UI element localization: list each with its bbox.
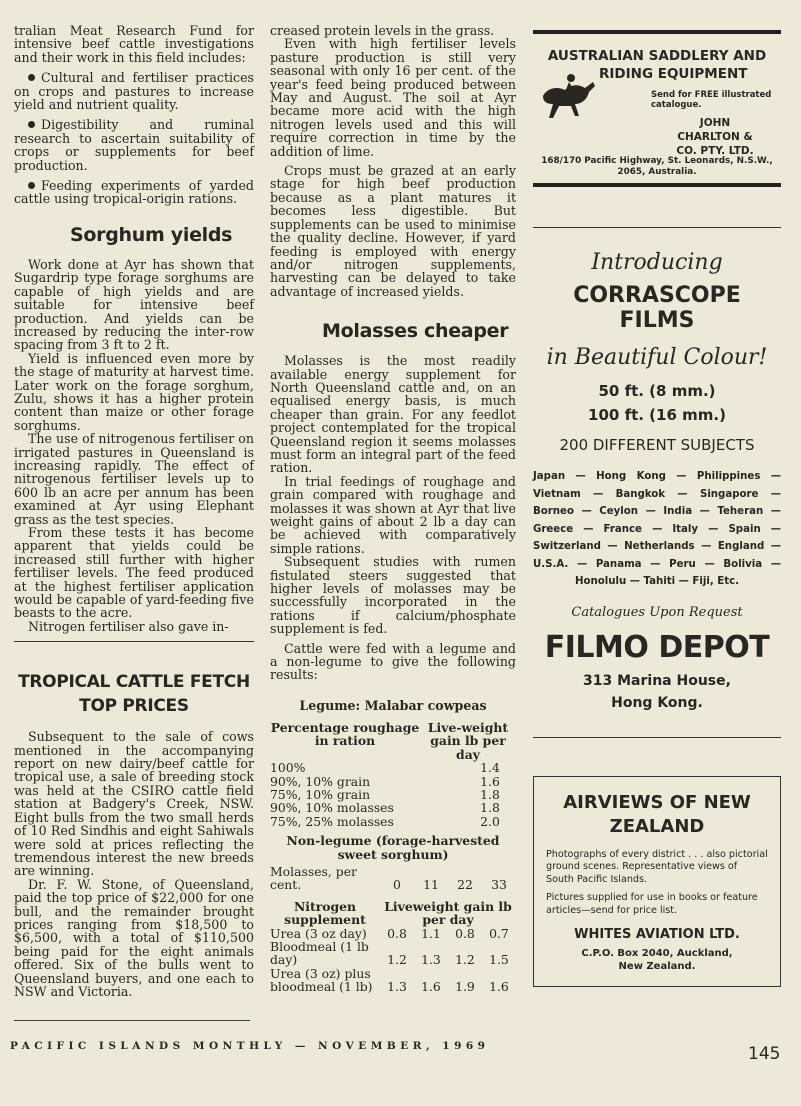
ad-saddlery (533, 30, 781, 187)
horse-rider-icon (535, 66, 605, 126)
table-cell: 1.4 (480, 760, 500, 776)
paragraph: Cattle were fed with a legume and a non-legume to give the following results: (270, 640, 516, 683)
ad-text: Send for FREE illustrated catalogue. (651, 90, 772, 110)
heading-sorghum: Sorghum yields (70, 223, 233, 246)
table-cell: 1.2 (387, 952, 407, 968)
table-row (270, 865, 516, 892)
table-cell: 1.6 (421, 979, 441, 995)
ad-places: Japan — Hong Kong — Philippines — Vietnam — Bangkok — Singapore — Borneo — Ceylon — India — Teheran — Greece — France — Italy — Spain — Switzerland — Netherlands — England — U.S.A. — Panama — Peru — Bolivia — Honolulu — Tahiti — Fiji, Etc. (533, 471, 781, 587)
table-cell: 1.8 (480, 800, 500, 816)
table-cell: 1.1 (421, 925, 441, 941)
ad-address: 168/170 Pacific Highway, St. Leonards, N.S.W., 2065, Australia. (541, 156, 773, 177)
bullet-icon (28, 182, 35, 189)
divider (14, 1020, 250, 1021)
bullet-item (14, 71, 254, 111)
table-cell: 90%, 10% grain (270, 773, 371, 789)
heading-tropical-cattle: TROPICAL CATTLE FETCH TOP PRICES (18, 672, 250, 717)
divider (533, 183, 781, 187)
ad-text: Photographs of every district . . . also pictorial ground scenes. Representative views of South Pacific Islands. (546, 848, 768, 885)
ad-films-title: CORRASCOPE FILMS (573, 283, 741, 333)
table-cell: 1.3 (421, 952, 441, 968)
table-cell: Molasses, per cent. (270, 863, 357, 893)
table-cell: 11 (423, 877, 439, 893)
table-cell: 0 (393, 877, 401, 893)
paragraph: In trial feedings of roughage and grain compared with roughage and molasses it was shown at Ayr that live weight gains of about 2 lb a day can be achieved with comparatively simple rations. (270, 473, 516, 556)
ad-intro: Introducing (591, 250, 723, 275)
table-header: Live-weight gain lb per day (427, 719, 509, 762)
page-number: 145 (748, 1044, 781, 1064)
divider (533, 737, 781, 738)
table-cell: 90%, 10% molasses (270, 800, 394, 816)
ad-address: New Zealand. (618, 961, 696, 972)
table-cell: 75%, 10% grain (270, 786, 371, 802)
bullet-text: Feeding experiments of yarded cattle using tropical-origin rations. (14, 178, 254, 207)
table-cell: Urea (3 oz) plus bloodmeal (1 lb) (270, 965, 373, 995)
column-middle (270, 24, 516, 994)
paragraph: Nitrogen fertiliser also gave in- (28, 618, 229, 634)
table-cell: 1.6 (489, 979, 509, 995)
ad-title: AUSTRALIAN SADDLERY AND (547, 48, 767, 64)
ad-catalogues: Catalogues Upon Request (571, 604, 743, 620)
paragraph: The use of nitrogenous fertiliser on irrigated pastures in Queensland is increasing rapidly. The effect of nitrogenous fertiliser levels up to 600 lb an acre per annum has been examined at Ayr using Elephant grass as the test species. (14, 431, 254, 527)
table-header-row (270, 721, 516, 761)
table-cell: 1.6 (480, 773, 500, 789)
ad-body (533, 64, 781, 164)
table-cell: 0.7 (489, 925, 509, 941)
table-cell: 0.8 (387, 925, 407, 941)
table-row (270, 815, 516, 828)
ad-address: Hong Kong. (611, 694, 703, 711)
ad-depot: FILMO DEPOT (544, 629, 770, 665)
ad-size: 50 ft. (8 mm.) (598, 382, 716, 400)
paragraph: Subsequent studies with rumen fistulated steers suggested that higher levels of molasses may be successfully incorporated in the rations if calcium/phosphate supplement is fed. (270, 554, 516, 637)
table-row (270, 775, 516, 788)
table-header: Percentage roughage in ration (270, 719, 420, 749)
paragraph: creased protein levels in the grass. (270, 23, 495, 38)
ad-subjects: 200 DIFFERENT SUBJECTS (559, 436, 755, 454)
paragraph: Work done at Ayr has shown that Sugardrip type forage sorghums are capable of high yields and are suitable for intensive beef production. And yields can be increased by reducing the inter-row spacing from 3 ft to 2 ft. (14, 256, 254, 353)
paragraph: Molasses is the most readily available energy supplement for North Queensland cattle and, on an equalised energy basis, is much cheaper than grain. For any feedlot project contemplated for the tropical Queensland region it seems molasses must form an integral part of the feed ration. (270, 353, 516, 476)
divider (533, 227, 781, 228)
divider (14, 641, 254, 642)
ad-text: Pictures supplied for use in books or feature articles—send for price list. (546, 892, 758, 916)
bullet-text: Cultural and fertiliser practices on crops and pastures to increase yield and nutrient quality. (14, 70, 254, 113)
paragraph: Dr. F. W. Stone, of Queensland, paid the top price of $22,000 for one bull, and the remainder brought prices ranging from $18,500 to $6,500, with a total of $110,500 being paid for the eight animals offered. Six of the bulls went to Queensland buyers, and one each to NSW and Victoria. (14, 876, 254, 999)
divider (533, 30, 781, 34)
column-right-ads (533, 30, 781, 987)
paragraph: Even with high fertiliser levels pasture production is still very seasonal with only 16 per cent. of the year's feed being produced between May and August. The soil at Ayr became more acid with the high nitrogen levels used and this will require correction in time by the addition of lime. (270, 36, 516, 159)
bullet-icon (28, 74, 35, 81)
bullet-text: Digestibility and ruminal research to ascertain suitability of crops or supplements for beef production. (14, 117, 254, 173)
ad-airviews (533, 776, 781, 987)
heading-molasses: Molasses cheaper (322, 320, 509, 343)
ad-address: C.P.O. Box 2040, Auckland, (581, 948, 733, 959)
table-cell: Bloodmeal (1 lb day) (270, 938, 369, 968)
table-cell: Urea (3 oz day) (270, 925, 367, 941)
paragraph: Yield is influenced even more by the stage of maturity at harvest time. Later work on the forage sorghum, Zulu, shows it has a higher protein content than maize or other forage sorghums. (14, 350, 254, 433)
table-cell: 33 (491, 877, 507, 893)
table-cell: 0.8 (455, 925, 475, 941)
table-header: Nitrogen supplement (284, 898, 366, 928)
table-row (270, 801, 516, 814)
ad-address: 313 Marina House, (583, 672, 731, 689)
table-cell: 1.3 (387, 979, 407, 995)
table-row (270, 927, 516, 940)
table-row (270, 940, 516, 967)
table-subtitle: Non-legume (forage-harvested sweet sorghum) (286, 833, 500, 862)
paragraph: Subsequent to the sale of cows mentioned in the accompanying report on new dairy/beef cattle for tropical use, a sale of breeding stock was held at the CSIRO cattle field station at Badgery's Creek, NSW. Eight bulls from the two small herds of 10 Red Sindhis and eight Sahiwals were sold at prices reflecting the tremendous interest the new breeds are winning. (14, 729, 254, 879)
bullet-item (14, 179, 254, 206)
column-left (14, 24, 254, 998)
table-cell: 1.8 (480, 786, 500, 802)
table-row (270, 761, 516, 774)
ad-title: AIRVIEWS OF NEW ZEALAND (563, 791, 751, 837)
table-cell: 75%, 25% molasses (270, 813, 394, 829)
paragraph: From these tests it has become apparent that yields could be increased still further with higher fertiliser levels. The feed produced at the highest fertiliser application would be capable of yard-feeding five beasts to the acre. (14, 525, 254, 621)
table-header-row (270, 892, 516, 927)
table-cell: 22 (457, 877, 473, 893)
ad-company: WHITES AVIATION LTD. (574, 927, 740, 942)
ad-corrascope (533, 250, 781, 711)
table-row (270, 788, 516, 801)
table-cell: 1.9 (455, 979, 475, 995)
table-header: Liveweight gain lb per day (384, 898, 512, 928)
ad-company: JOHN CHARLTON & CO. PTY. LTD. (676, 117, 754, 157)
running-footer: PACIFIC ISLANDS MONTHLY — NOVEMBER, 1969 (10, 1040, 490, 1052)
bullet-icon (28, 121, 35, 128)
table-title: Legume: Malabar cowpeas (299, 697, 487, 713)
ad-size: 100 ft. (16 mm.) (588, 406, 726, 424)
bullet-item (14, 118, 254, 172)
paragraph: tralian Meat Research Fund for intensive beef cattle investigations and their work in this field includes: (14, 23, 254, 65)
table-cell: 2.0 (480, 813, 500, 829)
ad-colour: in Beautiful Colour! (546, 345, 768, 370)
nonlegume-table (270, 865, 516, 994)
legume-table (270, 721, 516, 828)
table-cell: 1.2 (455, 952, 475, 968)
paragraph: Crops must be grazed at an early stage for high beef production because as a plant matures it becomes less digestible. But supplements can be used to minimise the quality decline. However, if yard feeding is employed with energy and/or nitrogen supplements, harvesting can be delayed to take advantage of increased yields. (270, 163, 516, 299)
table-cell: 1.5 (489, 952, 509, 968)
table-cell: 100% (270, 760, 306, 776)
ad-title: RIDING EQUIPMENT (599, 66, 748, 82)
table-row (270, 967, 516, 994)
